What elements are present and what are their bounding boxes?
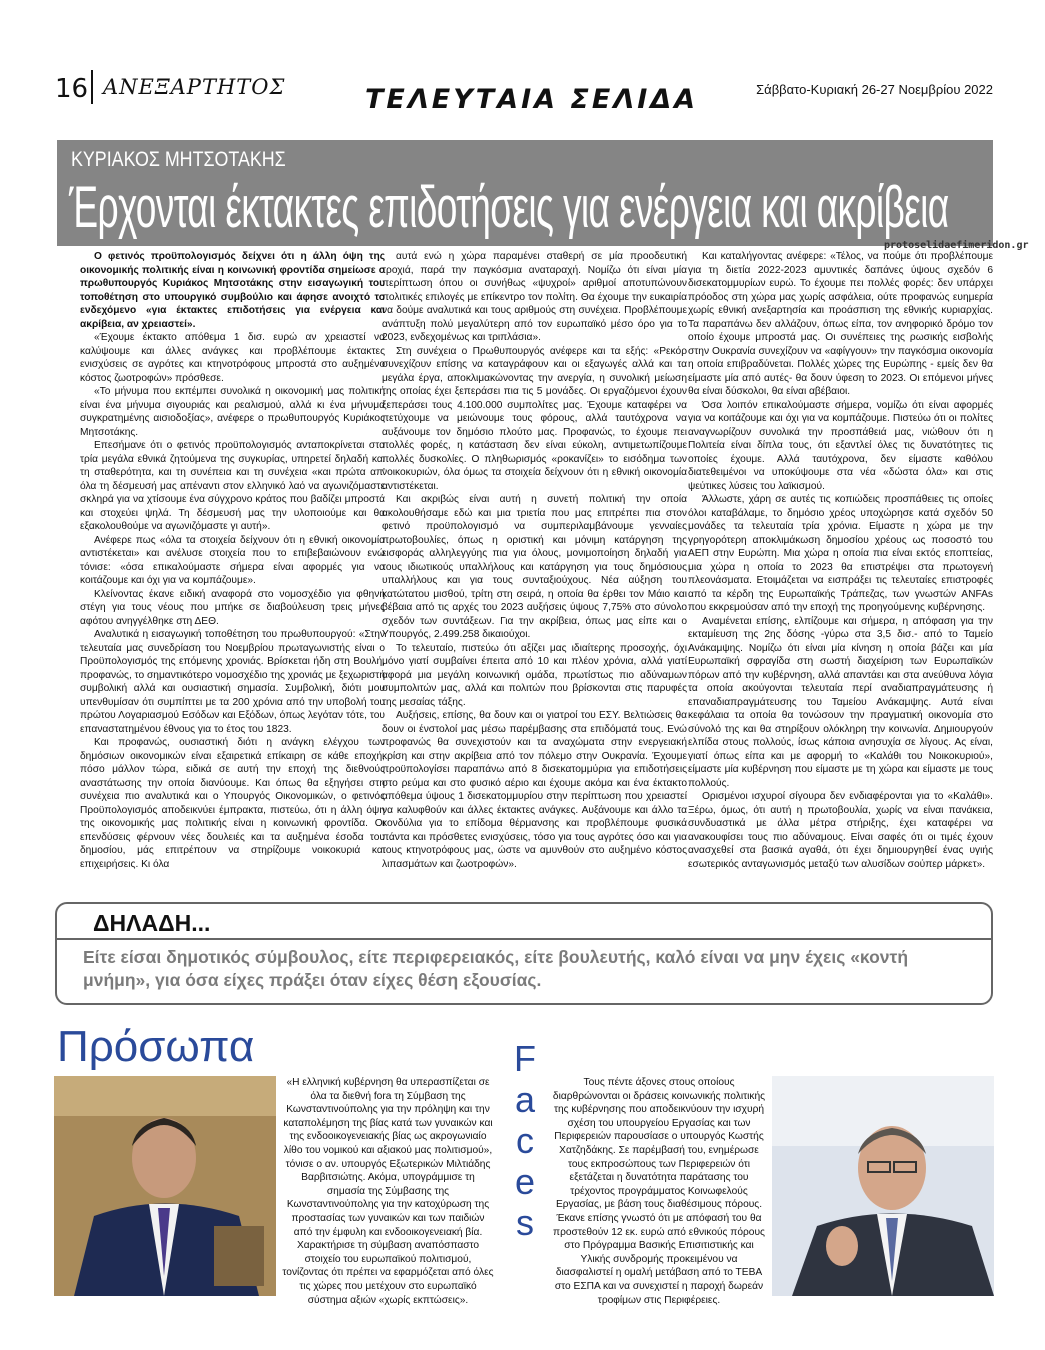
faces-letter: F (514, 1038, 536, 1079)
article-paragraph: «Το μήνυμα που εκπέμπει συνολικά η οικονομική μας πολιτική είναι ένα μήνυμα σιγουριάς και ρεαλισμού, αλλά κι ένα μήνυμα συγκρατημένης αισιοδοξίας», ανέφερε ο πρωθυπουργός Κυριάκος Μητσοτάκης. (80, 386, 385, 438)
article-paragraph: Άλλωστε, χάρη σε αυτές τις κοπιώδεις προσπάθειες τις οποίες όλοι καταβάλαμε, το δημόσιο χρέος υποχώρησε κατά σχεδόν 50 μονάδες τα τελευταία τρία χρόνια. Είμαστε η χώρα με την γρηγορότερη αποκλιμάκωση δημοσίου χρέους ως ποσοστό του ΑΕΠ στην Ευρώπη. Μια χώρα η οποία πια είναι εκτός εποπτείας, μια χώρα η οποία το 2023 θα επιστρέψει στα πρωτογενή πλεονάσματα. Ετοιμάζεται να εισπράξει τις τελευταίες επιστροφές από τα κέρδη της Ευρωπαϊκής Τράπεζας, των γνωστών ANFAs που εκκρεμούσαν από την εποχή της προηγούμενης κυβέρνησης. (688, 494, 993, 613)
article-paragraph: Κλείνοντας έκανε ειδική αναφορά στο νομοσχέδιο για φθηνή στέγη για τους νέους που μπήκε σε διαβούλευση τρεις μήνες αφότου ανηγγέλθηκε στη ΔΕΘ. (80, 588, 385, 627)
faces-letter: a (514, 1079, 536, 1120)
article-paragraph: Αυξήσεις, επίσης, θα δουν και οι γιατροί του ΕΣΥ. Βελτιώσεις θα δουν οι ένστολοί μας μέσω παρέμβασης στα επιδόματά τους. Ενώ προφανώς θα συνεχιστούν και τα αναχώματα στην ενεργειακή κρίση και στην ακρίβεια από τον πόλεμο στην Ουκρανία. Έχουμε προϋπολογίσει παραπάνω από 8 δισεκατομμύρια για επιδοτήσεις στο ρεύμα και στο φυσικό αέριο και έχουμε ακόμα και ένα έκτακτο απόθεμα ύψους 1 δισεκατομμυρίου στην περίπτωση που χρειαστεί να καλυφθούν και άλλες έκτακτες ανάγκες. Αυξάνουμε και άλλο τα κονδύλια για το επίδομα θέρμανσης και προβλέπουμε φυσικά πάντα και πρόσθετες ενισχύσεις, τόσο για τους αγρότες όσο και για τους κτηνοτρόφους μας, ώστε να αμυνθούν στο αυξημένο κόστος λιπασμάτων και ζωοτροφών». (382, 710, 687, 870)
article-column-3 (688, 250, 993, 890)
dilladi-rule (57, 938, 991, 940)
varvitsiotis-photo (54, 1076, 276, 1296)
article-headline: Έρχονται έκτακτες επιδοτήσεις για ενέργεια και ακρίβεια (69, 175, 949, 240)
article-paragraph: Στη συνέχεια ο Πρωθυπουργός ανέφερε και τα εξής: «Ρεκόρ συνεχίζουν επίσης να καταγράφουν και οι εξαγωγές αλλά και τα μεγάλα έργα, αποκλιμακώνοντας την ανεργία, η συνολική μείωση της οποίας έχει ξεπεράσει πια τις 5 μονάδες. Οι εργαζόμενοι έχουν ξεπεράσει τους 4.100.000 συμπολίτες μας. Έχουμε καταφέρει να πετύχουμε να μειώνουμε τους φόρους, αλλά ταυτόχρονα να αυξάνουμε τον δημόσιο πλούτο μας. Προφανώς, το έχουμε πει πολλές φορές, η κατάσταση δεν είναι εύκολη, αντιμετωπίζουμε πολλές δυσκολίες. Ο πληθωρισμός «ροκανίζει» το εισόδημα των νοικοκυριών, όλα όμως τα στοιχεία δείχνουν ότι η εθνική οικονομία αντιστέκεται. (382, 345, 687, 492)
article-paragraph: αυτά ενώ η χώρα παραμένει σταθερή σε μία προοδευτική τροχιά, παρά την παγκόσμια αναταραχή. Νομίζω ότι είναι μία περίπτωση όπου οι συνήθως «ψυχροί» αριθμοί αποτυπώνουν πολιτικές επιλογές με επίκεντρο τον πολίτη. Θα έχουμε την ευκαιρία να δούμε αναλυτικά και τους αριθμούς στη συνέχεια. Προβλέπουμε ανάπτυξη πολύ μεγαλύτερη από τον ευρωπαϊκό μέσο όρο για το 2023, ενδεχομένως και τριπλάσια». (382, 251, 687, 343)
headline-banner (57, 140, 993, 246)
dilladi-text: Είτε είσαι δημοτικός σύμβουλος, είτε περιφερειακός, είτε βουλευτής, καλό είναι να μην έχεις «κοντή μνήμη», για όσα είχες πράξει όταν είχες θέση εξουσίας. (83, 947, 909, 990)
article-paragraph: Και προφανώς, ουσιαστική διότι η ανάγκη ελέγχου των δημόσιων οικονομικών είναι εξαιρετικά επίκαιρη σε κάθε εποχή, πόσο μάλλον τώρα, ειδικά σε αυτή την εποχή της διεθνούς αναστάτωσης την οποία διανύουμε. Και όπως θα εξηγήσει στη συνέχεια πιο αναλυτικά και ο Υπουργός Οικονομικών, ο φετινός Προϋπολογισμός αποδεικνύει έμπρακτα, πιστεύω, ότι η άλλη όψη της οικονομικής μας πολιτικής είναι η κοινωνική φροντίδα. Οι επενδύσεις φέρνουν νέες δουλειές και τα αυξημένα έσοδα του δημοσίου, μάς επιτρέπουν να στηρίζουμε νοικοκυριά και επιχειρήσεις. Κι όλα (80, 737, 385, 870)
article-paragraph: «Έχουμε έκτακτο απόθεμα 1 δισ. ευρώ αν χρειαστεί να καλύψουμε και άλλες ανάγκες και προβλέπουμε έκτακτες ενισχύσεις σε αγρότες και κτηνοτρόφους μπροστά στο αυξημένο κόστος ζωοτροφών» πρόσθεσε. (80, 332, 385, 384)
masthead-divider (91, 70, 93, 104)
article-paragraph: Όσα λοιπόν επικαλούμαστε σήμερα, νομίζω ότι είναι αφορμές για να κοιτάζουμε και όχι για να κομπάζουμε. Πιστεύω ότι οι πολίτες αναγνωρίζουν συνολικά την προσπάθειά μας, νιώθουν ότι η Πολιτεία είναι δίπλα τους, ότι εξαντλεί όλες τις δυνατότητες τις οποίες έχουμε. Αλλά ταυτόχρονα, δεν είμαστε καθόλου διατεθειμένοι να υποκύψουμε στα νέα «δώστα όλα» και στις ψεύτικες λύσεις του λαϊκισμού. (688, 399, 993, 492)
faces-letter: s (516, 1202, 534, 1243)
faces-vertical-title (510, 1038, 540, 1243)
right-bio: Τους πέντε άξονες στους οποίους διαρθρώνονται οι δράσεις κοινωνικής πολιτικής της κυβέρνησης που αποδεικνύουν την ισχυρή σχέση του υπουργείου Εργασίας και των Περιφερειών παρουσίασε ο υπουργός Κωστής Χατζηδάκης. Σε παρέμβασή του, ενημέρωσε τους εκπροσώπους των Περιφερειών ότι εξετάζεται η δυνατότητα παράτασης του τρέχοντος προγράμματος Κοινωφελούς Εργασίας, με βάση τους διαθέσιμους πόρους. Έκανε επίσης γνωστό ότι με απόφασή του θα προστεθούν 12 εκ. ευρώ από εθνικούς πόρους στο Πρόγραμμα Βασικής Επισιτιστικής και Υλικής συνδρομής προκειμένου να διασφαλιστεί η ομαλή μετάβαση από το ΤΕΒΑ στο ΕΣΠΑ και να συνεχιστεί η παροχή δωρεάν τροφίμων στις Περιφέρειες. (552, 1077, 766, 1306)
site-watermark: protoselidaefimeridon.gr (884, 240, 1029, 251)
newspaper-name: ΑΝΕΞΑΡΤΗΤΟΣ (103, 75, 286, 99)
dilladi-box (55, 902, 993, 1005)
article-paragraph: Ορισμένοι ισχυροί σίγουρα δεν ενδιαφέρονται για το «Καλάθι». Ξέρω, όμως, ότι αυτή η πρωτοβουλία, χωρίς να είναι πανάκεια, συνδυαστικά με άλλα μέτρα στήριξης, έχει καταφέρει να ανακουφίσει τους πιο αδύναμους. Είναι σαφές ότι οι τιμές έχουν ανασχεθεί στα βασικά αγαθά, ότι έχει δημιουργηθεί ένας υγιής εσωτερικός ανταγωνισμός μεταξύ των αλυσίδων σούπερ μάρκετ». (688, 791, 993, 870)
article-kicker: ΚΥΡΙΑΚΟΣ ΜΗΤΣΟΤΑΚΗΣ (71, 148, 286, 171)
hatzidakis-photo (772, 1076, 994, 1296)
article-paragraph: Ο φετινός προϋπολογισμός δείχνει ότι η άλλη όψη της οικονομικής πολιτικής είναι η κοινωνική φροντίδα σημείωσε ο πρωθυπουργός Κυριάκος Μητσοτάκης στην εισαγωγική του τοποθέτηση στο υπουργικό συμβούλιο και άφησε ανοιχτό το ενδεχόμενο «για έκτακτες επιδοτήσεις για ενέργεια και ακρίβεια, αν χρειαστεί». (80, 251, 385, 330)
faces-letter: e (514, 1161, 536, 1202)
masthead (55, 70, 995, 115)
article-paragraph: Και ακριβώς είναι αυτή η συνετή πολιτική την οποία ακολουθήσαμε εδώ και μια τριετία που μας επιτρέπει πια στον φετινό προϋπολογισμό να συμπεριλαμβάνουμε γενναίες πρωτοβουλίες, όπως η οριστική και μόνιμη κατάργηση της εισφοράς αλληλεγγύης πια για όλους, μονιμοποίηση δηλαδή για τους ιδιωτικούς υπαλλήλους και κατάργηση για τους δημόσιους υπαλλήλους και για τους συνταξιούχους. Νέα αύξηση του κατώτατου μισθού, τρίτη στη σειρά, η οποία θα έρθει τον Μάιο και βέβαια από τις αρχές του 2023 αυξήσεις ύψους 7,75% στο σύνολο σχεδόν των συντάξεων. Για την ακρίβεια, όπως μας είπε και ο Υπουργός, 2.499.258 δικαιούχοι. (382, 494, 687, 640)
article-column-1 (80, 250, 385, 890)
article-paragraph: Το τελευταίο, πιστεύω ότι αξίζει μας ιδιαίτερης προσοχής, όχι μόνο γιατί συμβαίνει έπειτα από 10 και πλέον χρόνια, αλλά γιατί αφορά μια μεγάλη κοινωνική ομάδα, πρωτίστως πιο αδύναμων συμπολιτών μας, αλλά και πολιτών που βρίσκονται στις παρυφές της μεσαίας τάξης. (382, 642, 687, 708)
article-paragraph: Ανέφερε πως «όλα τα στοιχεία δείχνουν ότι η εθνική οικονομία αντιστέκεται» και ανέλυσε στοιχεία που το επιβεβαιώνουν ενώ τόνισε: «όσα επικαλούμαστε σήμερα είναι αφορμές για να κοιτάζουμε και όχι για να κομπάζουμε». (80, 534, 385, 586)
article-paragraph: Και καταλήγοντας ανέφερε: «Τέλος, να πούμε ότι προβλέπουμε για τη διετία 2022-2023 αμυντικές δαπάνες ύψους σχεδόν 6 δισεκατομμυρίων ευρώ. Το έχουμε πει πολλές φορές: δεν υπάρχει πρόοδος στη χώρα μας χωρίς ασφάλεια, ούτε προφανώς ευημερία χωρίς εθνική ανεξαρτησία και προάσπιση της εθνικής κυριαρχίας. Τα παραπάνω δεν αλλάζουν, όπως είπα, τον ανηφορικό δρόμο τον οποίο έχουμε μπροστά μας. Οι συνέπειες της ρωσικής εισβολής στην Ουκρανία συνεχίζουν να «αφίγγουν» την παγκόσμια οικονομία η οποία επιβραδύνεται. Πολλές χώρες της Ευρώπης - εμείς δεν θα είμαστε μία από αυτές- θα δουν ύφεση το 2023. Οι επόμενοι μήνες θα είναι δύσκολοι, θα είναι αβέβαιοι. (688, 251, 993, 397)
section-title: ΤΕΛΕΥΤΑΙΑ ΣΕΛΙΔΑ (365, 84, 699, 115)
article-paragraph: Αναμένεται επίσης, ελπίζουμε και σήμερα, η απόφαση για την εκταμίευση της 2ης δόσης -γύρω στα 3,5 δισ.- από το Ταμείο Ανάκαμψης. Νομίζω ότι είναι μία κίνηση η οποία βάζει και μία Ευρωπαϊκή σφραγίδα στη σωστή διαχείριση των Ευρωπαϊκών πόρων από την κυβέρνηση, αλλά απαντάει και στα ανεύθυνα λόγια τα οποία ακούγονται τελευταία περί αναδιαπραγμάτευσης ή επαναδιαπραγμάτευσης του Ταμείου Ανάκαμψης. Αυτά είναι κεφάλαια τα οποία θα τονώσουν την πραγματική οικονομία στο σύνολό της και θα στηρίξουν ολόκληρη την κοινωνία. Δημιουργούν ελπίδα στους πολλούς, ίσως κάποια ανησυχία σε λίγους. Ας είναι, γιατί όπως είπα και με αφορμή το «Καλάθι του Νοικοκυριού», είμαστε μία κυβέρνηση που είμαστε με τη χώρα και είμαστε με τους πολλούς. (688, 615, 993, 789)
article-column-2 (382, 250, 687, 890)
dilladi-title: ΔΗΛΑΔΗ... (87, 910, 216, 937)
article-paragraph: Επεσήμανε ότι ο φετινός προϋπολογισμός ανταποκρίνεται στα τρία μεγάλα εθνικά ζητούμενα της συγκυρίας, υπηρετεί δηλαδή και τη σταθερότητα, και τη συνέπεια και τη συνέχεια «και πρώτα απ' όλα τη δέσμευσή μας απέναντι στον ελληνικό λαό να αγωνιζόμαστε σκληρά για να χτίσουμε ένα σύγχρονο κράτος που βαδίζει μπροστά και στοχεύει ψηλά. Τη δέσμευσή μας την υλοποιούμε και θα εξακολουθούμε να αγωνιζόμαστε γι αυτή». (80, 440, 385, 532)
prosopa-title: Πρόσωπα (57, 1022, 255, 1071)
left-bio: «Η ελληνική κυβέρνηση θα υπερασπίζεται σε όλα τα διεθνή fora τη Σύμβαση της Κωνσταντινούπολης για την πρόληψη και την καταπολέμηση της βίας κατά των γυναικών και της ενδοοικογενειακής βίας ως ακρογωνιαίο λίθο του νομικού και αξιακού μας πολιτισμού», τόνισε ο αν. υπουργός Εξωτερικών Μιλτιάδης Βαρβιτσιώτης. Ακόμα, υπογράμμισε τη σημασία της Σύμβασης της Κωνσταντινούπολης για την κατοχύρωση της προστασίας των γυναικών και των παιδιών από την έμφυλη και ενδοοικογενειακή βία. Χαρακτήρισε τη σύμβαση αναπόσπαστο στοιχείο του ευρωπαϊκού πολιτισμού, τονίζοντας ότι πρέπει να εφαρμόζεται από όλες τις χώρες που μετέχουν στο ευρωπαϊκό σύστημα αξιών «χωρίς εκπτώσεις». (282, 1077, 494, 1306)
issue-date: Σάββατο-Κυριακή 26-27 Νοεμβρίου 2022 (756, 82, 993, 97)
faces-letter: c (516, 1120, 534, 1161)
article-paragraph: Αναλυτικά η εισαγωγική τοποθέτηση του πρωθυπουργού: «Στην τελευταία μας συνεδρίαση του Νοεμβρίου πρωταγωνιστής είναι ο Προϋπολογισμός της επόμενης χρονιάς. Βρίσκεται ήδη στη Βουλή, προφανώς, το σημαντικότερο νομοσχέδιο της χρονιάς με ξεχωριστή συμβολική αλλά και ουσιαστική σημασία. Συμβολική, διότι μου υπενθυμίσαν ότι συμπίπτει με τα 200 χρόνια από την υποβολή του πρώτου Λογαριασμού Εσόδων και Εξόδων, όπως λεγόταν τότε, του επαναστατημένου έθνους για το έτος του 1823. (80, 629, 385, 735)
page-number: 16 (55, 74, 89, 104)
